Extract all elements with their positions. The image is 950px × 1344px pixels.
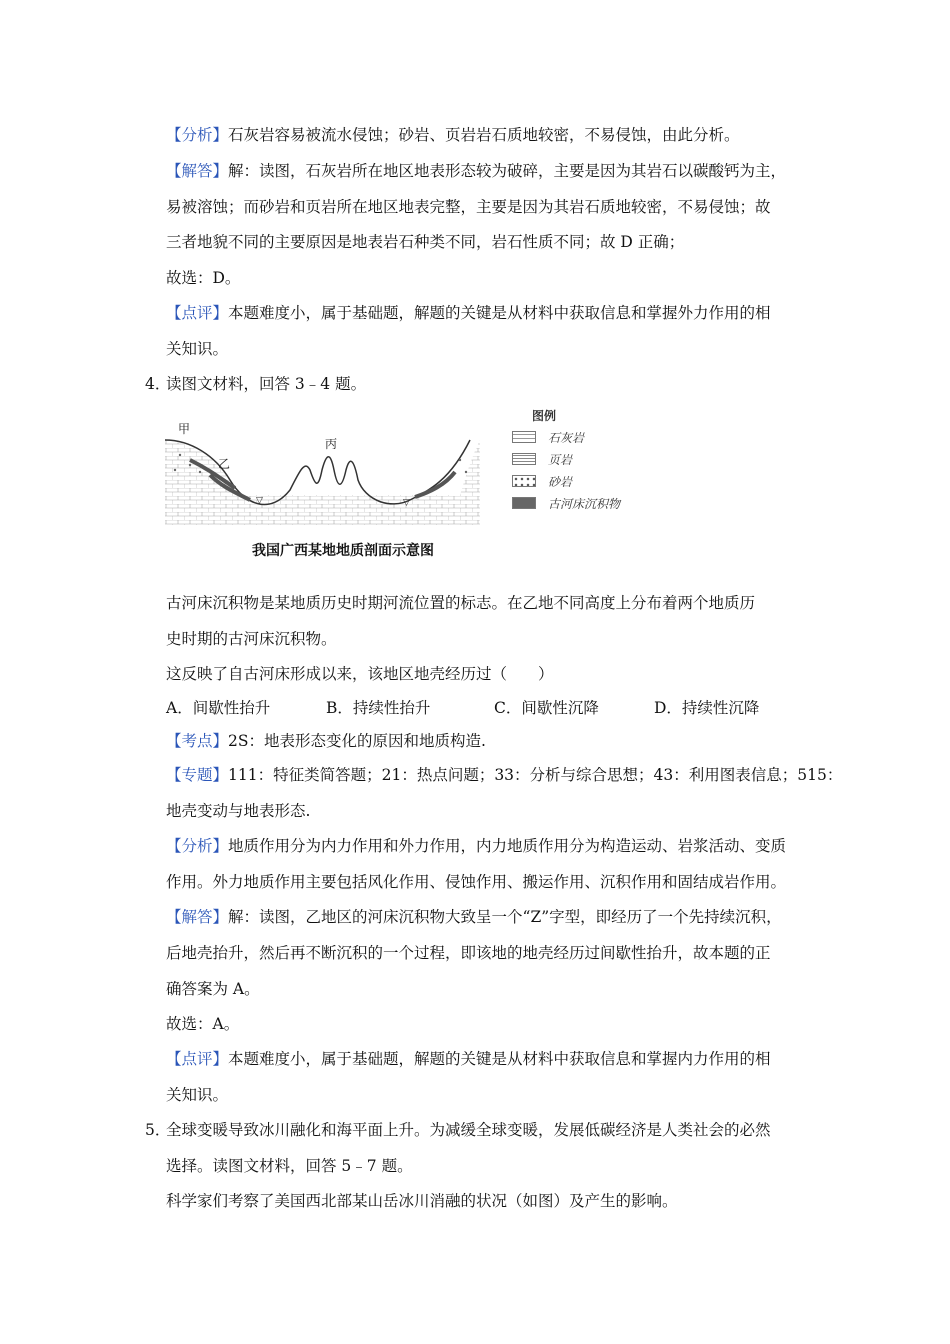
q4-comment: 【点评】本题难度小，属于基础题，解题的关键是从材料中获取信息和掌握内力作用的相: [166, 1050, 771, 1068]
analysis-tag: 【分析】: [166, 837, 229, 855]
q4-answer: 【解答】解：读图，乙地区的河床沉积物大致呈一个“Z”字型，即经历了一个先持续沉积，: [166, 908, 782, 926]
legend-item-deposit: 古河床沉积物: [512, 492, 620, 514]
q5-stem-cont: 选择。读图文材料，回答 5﹣7 题。: [166, 1157, 413, 1175]
svg-text:▽: ▽: [403, 498, 410, 508]
comment-tag: 【点评】: [166, 304, 229, 322]
kaodian-tag: 【考点】: [166, 732, 229, 750]
q3-answer-line: 易被溶蚀；而砂岩和页岩所在地区地表完整，主要是因为其岩石质地较密，不易侵蚀；故: [166, 198, 771, 216]
figure-legend: [512, 404, 620, 514]
q5-material: 科学家们考察了美国西北部某山岳冰川消融的状况（如图）及产生的影响。: [166, 1192, 678, 1210]
legend-item-limestone: 石灰岩: [512, 426, 620, 448]
question-number: 5．: [145, 1121, 171, 1139]
q5-stem: 全球变暖导致冰川融化和海平面上升。为减缓全球变暖，发展低碳经济是人类社会的必然: [166, 1121, 771, 1139]
answer-tag: 【解答】: [166, 162, 229, 180]
legend-title: 图例: [532, 408, 557, 423]
option-d[interactable]: D．持续性沉降: [654, 699, 760, 717]
q4-stem: 读图文材料，回答 3﹣4 题。: [166, 375, 367, 393]
comment-tag: 【点评】: [166, 1050, 229, 1068]
shale-swatch: [512, 453, 536, 465]
legend-item-shale: 页岩: [512, 448, 620, 470]
q3-answer-line: 【解答】解：读图，石灰岩所在地区地表形态较为破碎，主要是因为其岩石以碳酸钙为主，: [166, 162, 787, 180]
option-b[interactable]: B．持续性抬升: [326, 699, 431, 717]
label-bing: 丙: [325, 437, 338, 451]
q4-analysis-cont: 作用。外力地质作用主要包括风化作用、侵蚀作用、搬运作用、沉积作用和固结成岩作用。: [166, 873, 787, 891]
zhuanti-tag: 【专题】: [166, 766, 229, 784]
q4-kaodian: 【考点】2S：地表形态变化的原因和地质构造.: [166, 732, 486, 750]
question-number: 4．: [145, 375, 171, 393]
q3-comment: 【点评】本题难度小，属于基础题，解题的关键是从材料中获取信息和掌握外力作用的相: [166, 304, 771, 322]
svg-text:▽: ▽: [256, 496, 263, 506]
q3-comment-cont: 关知识。: [166, 340, 229, 358]
q4-analysis: 【分析】地质作用分为内力作用和外力作用，内力地质作用分为构造运动、岩浆活动、变质: [166, 837, 787, 855]
answer-tag: 【解答】: [166, 908, 229, 926]
q4-options: [166, 690, 816, 726]
sandstone-swatch: [512, 475, 536, 487]
cross-section-svg: [160, 400, 490, 530]
q4-material: 古河床沉积物是某地质历史时期河流位置的标志。在乙地不同高度上分布着两个地质历: [166, 594, 756, 612]
option-c[interactable]: C．间歇性沉降: [494, 699, 599, 717]
q4-question: 这反映了自古河床形成以来，该地区地壳经历过（ ）: [166, 665, 554, 683]
analysis-tag: 【分析】: [166, 126, 229, 144]
q4-material-cont: 史时期的古河床沉积物。: [166, 630, 337, 648]
limestone-swatch: [512, 431, 536, 443]
q3-choice: 故选：D。: [166, 269, 241, 287]
q3-analysis: 【分析】石灰岩容易被流水侵蚀；砂岩、页岩岩石质地较密，不易侵蚀，由此分析。: [166, 126, 740, 144]
deposit-swatch: [512, 497, 536, 509]
figure-caption: 我国广西某地地质剖面示意图: [252, 543, 434, 559]
legend-item-sandstone: 砂岩: [512, 470, 620, 492]
q4-zhuanti-cont: 地壳变动与地表形态.: [166, 802, 311, 820]
option-a[interactable]: A．间歇性抬升: [166, 699, 271, 717]
q4-comment-cont: 关知识。: [166, 1086, 229, 1104]
q4-zhuanti: 【专题】111：特征类简答题；21：热点问题；33：分析与综合思想；43：利用图表信息；515：: [166, 766, 843, 784]
q4-answer-cont: 后地壳抬升，然后再不断沉积的一个过程，即该地的地壳经历过间歇性抬升，故本题的正: [166, 944, 771, 962]
q3-answer-line: 三者地貌不同的主要原因是地表岩石种类不同，岩石性质不同；故 D 正确；: [166, 233, 685, 251]
label-jia: 甲: [178, 422, 191, 436]
q4-answer-cont: 确答案为 A。: [166, 980, 260, 998]
label-yi: 乙: [218, 457, 231, 471]
q4-choice: 故选：A。: [166, 1015, 240, 1033]
